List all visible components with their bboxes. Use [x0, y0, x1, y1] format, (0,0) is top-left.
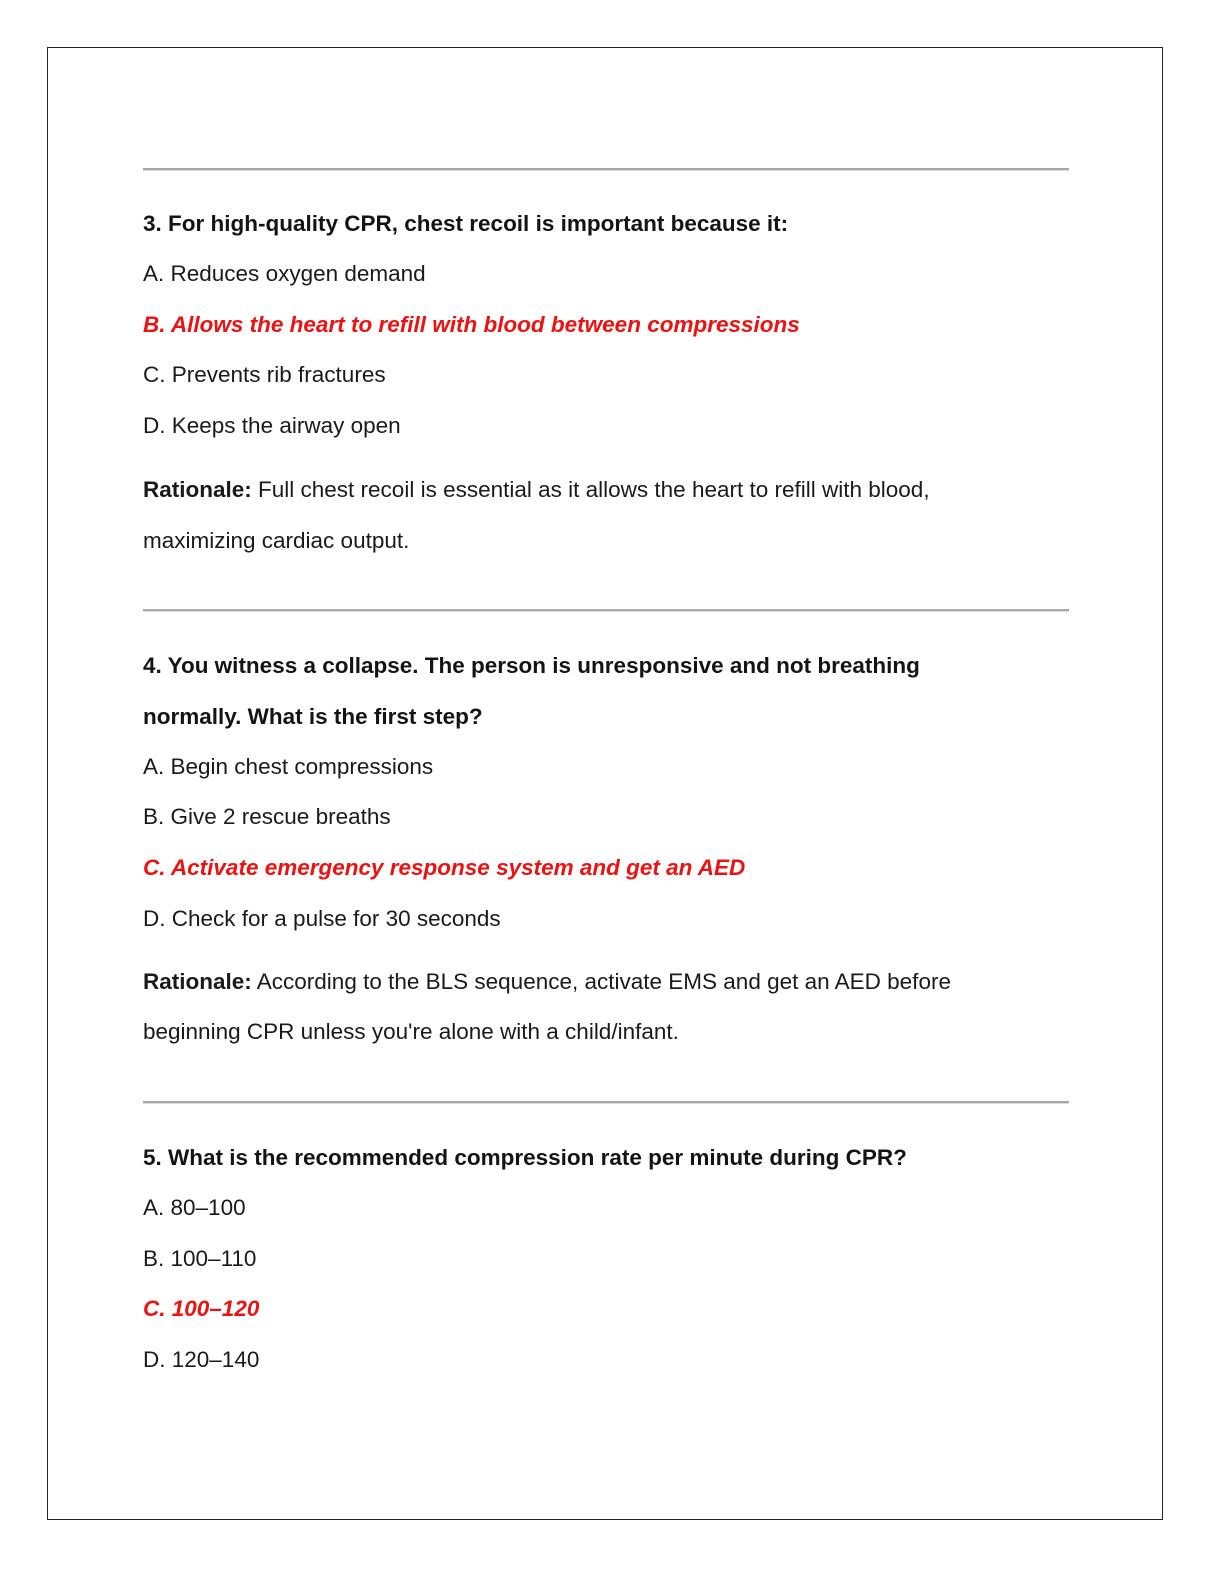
question-3-text: 3. For high-quality CPR, chest recoil is important because it: — [143, 211, 789, 236]
rationale-label: Rationale: — [143, 477, 252, 502]
question-3-rationale — [143, 476, 930, 504]
question-3-option-a: A. Reduces oxygen demand — [143, 261, 426, 286]
question-5-option-a: A. 80–100 — [143, 1195, 246, 1220]
question-5-option-d: D. 120–140 — [143, 1347, 260, 1372]
question-5-option-c-correct: C. 100–120 — [143, 1296, 260, 1321]
section-divider — [143, 168, 1069, 170]
question-5-text: 5. What is the recommended compression rate per minute during CPR? — [143, 1145, 907, 1170]
rationale-text: According to the BLS sequence, activate EMS and get an AED before — [251, 969, 951, 994]
question-3-option-c: C. Prevents rib fractures — [143, 362, 386, 387]
rationale-label: Rationale: — [143, 969, 252, 994]
question-4-option-d: D. Check for a pulse for 30 seconds — [143, 906, 501, 931]
question-4-text-cont: normally. What is the first step? — [143, 704, 483, 729]
question-4-option-c-correct: C. Activate emergency response system and get an AED — [143, 855, 746, 880]
question-4-option-b: B. Give 2 rescue breaths — [143, 804, 391, 829]
question-3-rationale-cont: maximizing cardiac output. — [143, 528, 410, 553]
rationale-text: Full chest recoil is essential as it allows the heart to refill with blood, — [251, 477, 930, 502]
question-5-option-b: B. 100–110 — [143, 1246, 257, 1271]
section-divider — [143, 1101, 1069, 1103]
question-4-rationale-cont: beginning CPR unless you're alone with a child/infant. — [143, 1019, 679, 1044]
question-4-option-a: A. Begin chest compressions — [143, 754, 434, 779]
question-3-option-d: D. Keeps the airway open — [143, 413, 401, 438]
question-4-text: 4. You witness a collapse. The person is unresponsive and not breathing — [143, 653, 920, 678]
question-3-option-b-correct: B. Allows the heart to refill with blood between compressions — [143, 312, 800, 337]
section-divider — [143, 609, 1069, 611]
question-4-rationale — [143, 968, 951, 996]
